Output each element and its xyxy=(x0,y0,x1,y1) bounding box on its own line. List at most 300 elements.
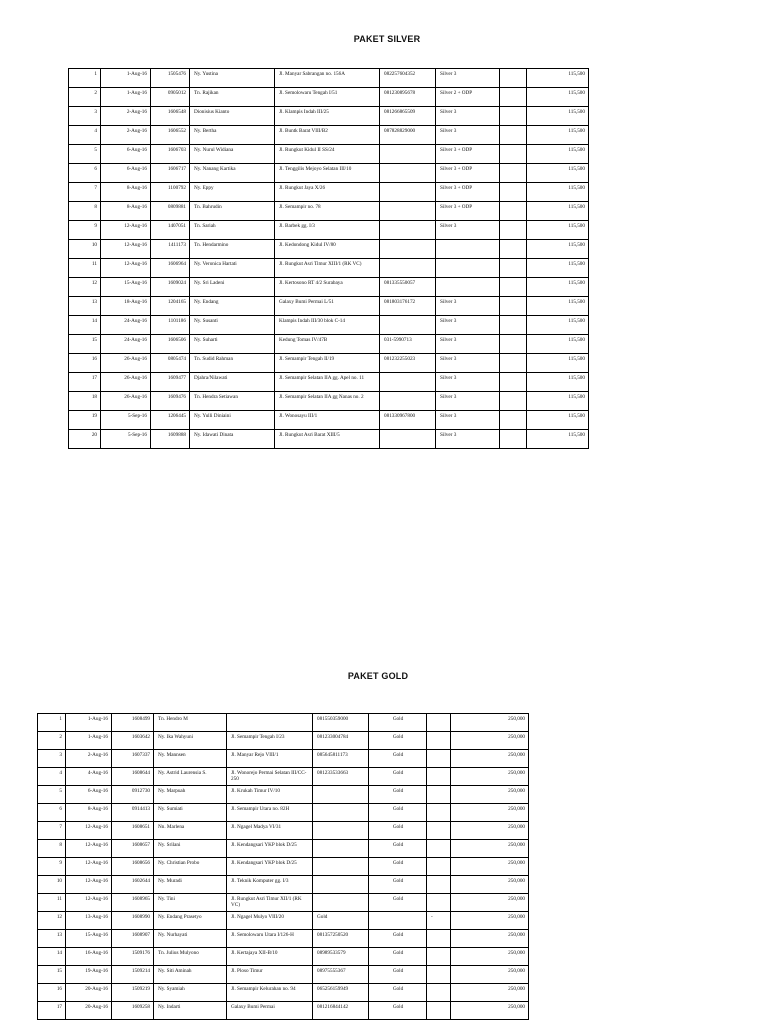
cell-name: Ny. Veronica Hartati xyxy=(190,259,275,278)
table-row xyxy=(38,840,529,858)
cell-no: 10 xyxy=(69,240,101,259)
cell-note xyxy=(500,354,527,373)
cell-phone xyxy=(380,373,436,392)
cell-customer-id: 1607337 xyxy=(112,750,154,768)
cell-price: 115,500 xyxy=(527,392,589,411)
cell-phone xyxy=(313,894,369,912)
cell-customer-id: 1411173 xyxy=(151,240,190,259)
table-row xyxy=(38,948,529,966)
cell-no: 16 xyxy=(69,354,101,373)
cell-phone xyxy=(380,316,436,335)
cell-date: 1-Aug-16 xyxy=(101,69,151,88)
cell-name: Djahra/Nilawati xyxy=(190,373,275,392)
cell-phone: 085645811173 xyxy=(313,750,369,768)
cell-package: Silver 3 xyxy=(436,335,500,354)
cell-date: 6-Aug-16 xyxy=(101,164,151,183)
cell-address: Jl. Buntk Barat VIII/B2 xyxy=(275,126,380,145)
cell-customer-id: 1606548 xyxy=(151,107,190,126)
cell-name: Ny. Nurul Widiana xyxy=(190,145,275,164)
cell-phone: 081335550057 xyxy=(380,278,436,297)
cell-name: Ny. Yustina xyxy=(190,69,275,88)
cell-name: Ny. Sumiati xyxy=(154,804,227,822)
cell-phone xyxy=(313,804,369,822)
cell-address: Jl. Rungkut Asri Timur XII/1 (RK VC) xyxy=(227,894,313,912)
cell-package: Gold xyxy=(369,894,427,912)
cell-date: 1-Aug-16 xyxy=(66,714,112,732)
cell-date: 12-Aug-16 xyxy=(101,259,151,278)
cell-package: Silver 3 xyxy=(436,392,500,411)
cell-address: Jl. Kertosono RT 4/2 Surabaya xyxy=(275,278,380,297)
cell-address: Jl. Semampir Tengah I/23 xyxy=(227,732,313,750)
cell-phone: 081216844142 xyxy=(313,1002,369,1020)
cell-no: 11 xyxy=(38,894,66,912)
cell-note xyxy=(500,297,527,316)
cell-package xyxy=(436,240,500,259)
cell-package: Gold xyxy=(369,876,427,894)
cell-no: 4 xyxy=(38,768,66,786)
cell-no: 8 xyxy=(69,202,101,221)
cell-note xyxy=(500,411,527,430)
cell-note xyxy=(500,164,527,183)
cell-package: Silver 3 xyxy=(436,69,500,88)
cell-address: Jl. Semampir no. 78 xyxy=(275,202,380,221)
cell-customer-id: 1608907 xyxy=(112,930,154,948)
cell-no: 18 xyxy=(69,392,101,411)
cell-note xyxy=(427,786,451,804)
cell-name: Ny. Susanti xyxy=(190,316,275,335)
cell-customer-id: 1606717 xyxy=(151,164,190,183)
cell-customer-id: 0805474 xyxy=(151,354,190,373)
table-row xyxy=(69,411,589,430)
cell-package: Gold xyxy=(369,714,427,732)
cell-note xyxy=(500,202,527,221)
gold-package-heading: PAKET GOLD xyxy=(347,671,409,681)
cell-customer-id: 1509176 xyxy=(112,948,154,966)
cell-customer-id: 0912730 xyxy=(112,786,154,804)
cell-no: 5 xyxy=(69,145,101,164)
cell-name: Tn. Rajikan xyxy=(190,88,275,107)
cell-price: 115,500 xyxy=(527,126,589,145)
table-row xyxy=(69,145,589,164)
cell-no: 15 xyxy=(38,966,66,984)
cell-no: 9 xyxy=(69,221,101,240)
cell-name: Ny. Eppy xyxy=(190,183,275,202)
table-row xyxy=(38,750,529,768)
cell-package: Silver 3 + ODP xyxy=(436,183,500,202)
cell-price: 250,000 xyxy=(451,984,529,1002)
table-row xyxy=(69,88,589,107)
cell-customer-id: 1606506 xyxy=(151,335,190,354)
cell-price: 115,500 xyxy=(527,183,589,202)
cell-customer-id: 1608499 xyxy=(112,714,154,732)
cell-note xyxy=(427,768,451,786)
table-row xyxy=(38,1002,529,1020)
cell-package: Silver 3 xyxy=(436,430,500,449)
cell-phone: 081550359000 xyxy=(313,714,369,732)
table-row xyxy=(38,822,529,840)
cell-price: 115,500 xyxy=(527,259,589,278)
cell-note xyxy=(427,876,451,894)
cell-phone xyxy=(313,876,369,894)
cell-price: 115,500 xyxy=(527,145,589,164)
cell-price: 115,500 xyxy=(527,107,589,126)
cell-note xyxy=(427,804,451,822)
cell-package: Gold xyxy=(369,822,427,840)
cell-note xyxy=(427,1002,451,1020)
cell-customer-id: 1609477 xyxy=(151,373,190,392)
cell-price: 115,500 xyxy=(527,411,589,430)
cell-date: 12-Aug-16 xyxy=(66,894,112,912)
cell-no: 3 xyxy=(38,750,66,768)
table-row xyxy=(69,202,589,221)
cell-note xyxy=(427,948,451,966)
cell-note xyxy=(427,894,451,912)
cell-customer-id: 1606964 xyxy=(151,259,190,278)
cell-date: 2-Aug-16 xyxy=(101,126,151,145)
cell-price: 115,500 xyxy=(527,430,589,449)
cell-price: 115,500 xyxy=(527,316,589,335)
silver-package-heading: PAKET SILVER xyxy=(353,34,421,44)
cell-phone: 031-5990713 xyxy=(380,335,436,354)
cell-name: Ny. Muradi xyxy=(154,876,227,894)
cell-date: 12-Aug-16 xyxy=(66,876,112,894)
table-row xyxy=(38,732,529,750)
cell-phone xyxy=(313,858,369,876)
cell-phone xyxy=(380,221,436,240)
cell-date: 12-Aug-16 xyxy=(101,240,151,259)
cell-package: Gold xyxy=(369,858,427,876)
cell-phone xyxy=(313,822,369,840)
cell-note xyxy=(500,373,527,392)
cell-address: Jl. Kendangsari YKP blok D/25 xyxy=(227,858,313,876)
table-row xyxy=(38,912,529,930)
cell-date: 5-Sep-16 xyxy=(101,430,151,449)
cell-phone xyxy=(380,430,436,449)
cell-package: Silver 3 xyxy=(436,354,500,373)
cell-package: Gold xyxy=(369,984,427,1002)
cell-customer-id: 1608990 xyxy=(112,912,154,930)
cell-address: Jl. Ngagel Madya VI/31 xyxy=(227,822,313,840)
cell-phone: 082257604352 xyxy=(380,69,436,88)
cell-name: Ny. Bertha xyxy=(190,126,275,145)
cell-date: 24-Aug-16 xyxy=(101,316,151,335)
cell-price: 115,500 xyxy=(527,240,589,259)
cell-date: 1-Aug-16 xyxy=(66,732,112,750)
table-row xyxy=(38,858,529,876)
cell-no: 11 xyxy=(69,259,101,278)
cell-name: Ny. Suharti xyxy=(190,335,275,354)
cell-note xyxy=(427,840,451,858)
cell-date: 8-Aug-16 xyxy=(66,804,112,822)
cell-address: Jl. Tenggilis Mejoyo Selatan III/10 xyxy=(275,164,380,183)
cell-name: Tn. Hendro M xyxy=(154,714,227,732)
cell-name: Ny. Endang xyxy=(190,297,275,316)
cell-customer-id: 1505476 xyxy=(151,69,190,88)
cell-name: Dionisius Kianto xyxy=(190,107,275,126)
table-row xyxy=(69,240,589,259)
cell-phone xyxy=(380,259,436,278)
cell-date: 1-Aug-16 xyxy=(101,88,151,107)
cell-no: 14 xyxy=(69,316,101,335)
cell-no: 17 xyxy=(38,1002,66,1020)
cell-price: 115,500 xyxy=(527,354,589,373)
cell-customer-id: 1509214 xyxy=(112,966,154,984)
cell-date: 8-Aug-16 xyxy=(101,183,151,202)
cell-package: Silver 3 + ODP xyxy=(436,145,500,164)
cell-phone: 087828829000 xyxy=(380,126,436,145)
cell-address: Jl. Teknik Komputer gg. I/3 xyxy=(227,876,313,894)
cell-customer-id: 1609258 xyxy=(112,1002,154,1020)
cell-no: 12 xyxy=(69,278,101,297)
cell-package: Silver 3 xyxy=(436,411,500,430)
cell-package: Gold xyxy=(369,750,427,768)
cell-phone xyxy=(313,840,369,858)
cell-address: Kedung Tomas IV/47B xyxy=(275,335,380,354)
cell-note xyxy=(500,259,527,278)
cell-date: 2-Aug-16 xyxy=(66,750,112,768)
cell-note xyxy=(427,822,451,840)
cell-no: 16 xyxy=(38,984,66,1002)
table-row xyxy=(69,183,589,202)
table-row xyxy=(38,786,529,804)
cell-address: Jl. Wonosayu III/1 xyxy=(275,411,380,430)
cell-price: 115,500 xyxy=(527,69,589,88)
table-row xyxy=(69,354,589,373)
cell-no: 2 xyxy=(69,88,101,107)
cell-date: 24-Aug-16 xyxy=(101,335,151,354)
cell-no: 13 xyxy=(38,930,66,948)
cell-note xyxy=(500,88,527,107)
cell-price: 115,500 xyxy=(527,373,589,392)
cell-price: 115,500 xyxy=(527,164,589,183)
cell-customer-id: 1407051 xyxy=(151,221,190,240)
cell-address: Klampis Indah III/30 blok C-14 xyxy=(275,316,380,335)
table-row xyxy=(69,335,589,354)
cell-note xyxy=(500,430,527,449)
cell-package: Gold xyxy=(369,804,427,822)
cell-address: Jl. Rungkut Asri Barat XIII/5 xyxy=(275,430,380,449)
cell-price: 115,500 xyxy=(527,278,589,297)
cell-package xyxy=(436,278,500,297)
cell-price: 115,500 xyxy=(527,221,589,240)
cell-date: 4-Aug-16 xyxy=(66,768,112,786)
cell-address: Jl. Semampir Kelurahan no. 94 xyxy=(227,984,313,1002)
cell-note xyxy=(500,145,527,164)
cell-name: Tn. Sudid Rahman xyxy=(190,354,275,373)
cell-price: 250,000 xyxy=(451,768,529,786)
cell-address: Jl. Ploso Timur xyxy=(227,966,313,984)
table-row xyxy=(38,930,529,948)
cell-package: Gold xyxy=(369,966,427,984)
cell-phone: 081233004784 xyxy=(313,732,369,750)
cell-no: 20 xyxy=(69,430,101,449)
cell-date: 12-Aug-16 xyxy=(66,822,112,840)
cell-customer-id: 1509219 xyxy=(112,984,154,1002)
cell-price: 250,000 xyxy=(451,804,529,822)
cell-name: Tn. Julius Mulyono xyxy=(154,948,227,966)
cell-date: 12-Aug-16 xyxy=(101,221,151,240)
cell-customer-id: 1603642 xyxy=(112,732,154,750)
table-row xyxy=(69,164,589,183)
cell-phone xyxy=(380,240,436,259)
cell-address: Jl. Kedondong Kidul IV/80 xyxy=(275,240,380,259)
cell-name: Ny. Syamiah xyxy=(154,984,227,1002)
cell-address: Jl. Semolowaru Tengah I/51 xyxy=(275,88,380,107)
cell-address: Galaxy Bumi Permai L/51 xyxy=(275,297,380,316)
cell-address: Jl. Semampir Selatan IIA gg Nanas no. 2 xyxy=(275,392,380,411)
cell-date: 5-Sep-16 xyxy=(101,411,151,430)
cell-customer-id: 1608965 xyxy=(112,894,154,912)
cell-note xyxy=(500,69,527,88)
cell-price: 250,000 xyxy=(451,840,529,858)
cell-note xyxy=(500,183,527,202)
cell-note xyxy=(427,858,451,876)
cell-name: Ny. Mannsen xyxy=(154,750,227,768)
cell-package: Silver 3 xyxy=(436,373,500,392)
cell-note xyxy=(427,984,451,1002)
cell-price: 250,000 xyxy=(451,966,529,984)
table-row xyxy=(69,297,589,316)
cell-customer-id: 1204165 xyxy=(151,297,190,316)
silver-package-table xyxy=(68,68,589,449)
cell-price: 250,000 xyxy=(451,876,529,894)
cell-date: 12-Aug-16 xyxy=(66,858,112,876)
cell-name: Nn. Marlena xyxy=(154,822,227,840)
table-row xyxy=(38,876,529,894)
cell-no: 8 xyxy=(38,840,66,858)
cell-date: 26-Aug-16 xyxy=(101,392,151,411)
cell-date: 8-Aug-16 xyxy=(101,202,151,221)
cell-date: 16-Aug-16 xyxy=(66,948,112,966)
cell-no: 3 xyxy=(69,107,101,126)
table-row xyxy=(38,768,529,786)
cell-note xyxy=(427,966,451,984)
cell-package xyxy=(436,259,500,278)
cell-package: Silver 2 + ODP xyxy=(436,88,500,107)
cell-phone: 081330967800 xyxy=(380,411,436,430)
cell-address xyxy=(227,714,313,732)
cell-date: 6-Aug-16 xyxy=(66,786,112,804)
cell-date: 18-Aug-16 xyxy=(101,297,151,316)
cell-no: 15 xyxy=(69,335,101,354)
cell-customer-id: 1206445 xyxy=(151,411,190,430)
table-row xyxy=(69,373,589,392)
cell-date: 20-Aug-16 xyxy=(66,984,112,1002)
cell-customer-id: 1606703 xyxy=(151,145,190,164)
cell-phone: 081233533663 xyxy=(313,768,369,786)
cell-package: Silver 3 xyxy=(436,316,500,335)
cell-phone: 065256159949 xyxy=(313,984,369,1002)
cell-phone xyxy=(380,145,436,164)
cell-phone: 08975555367 xyxy=(313,966,369,984)
cell-note xyxy=(427,714,451,732)
table-row xyxy=(69,221,589,240)
cell-price: 115,500 xyxy=(527,335,589,354)
cell-package xyxy=(369,912,427,930)
cell-note xyxy=(500,107,527,126)
cell-phone: 081232255023 xyxy=(380,354,436,373)
cell-no: 13 xyxy=(69,297,101,316)
cell-date: 15-Aug-16 xyxy=(66,930,112,948)
cell-date: 26-Aug-16 xyxy=(101,354,151,373)
cell-note xyxy=(500,335,527,354)
table-row xyxy=(69,107,589,126)
cell-note xyxy=(500,221,527,240)
cell-package: Silver 3 xyxy=(436,126,500,145)
cell-address: Jl. Semampir Utara no. 82H xyxy=(227,804,313,822)
table-row xyxy=(38,714,529,732)
cell-address: Jl. Barbek gg. I/3 xyxy=(275,221,380,240)
cell-package: Gold xyxy=(369,732,427,750)
cell-address: Jl. Wonorejo Permai Selatan III/CC-250 xyxy=(227,768,313,786)
cell-customer-id: 1608656 xyxy=(112,858,154,876)
cell-package: Gold xyxy=(369,930,427,948)
table-row xyxy=(69,69,589,88)
cell-address: Jl. Semampir Tengah II/19 xyxy=(275,354,380,373)
table-row xyxy=(69,126,589,145)
cell-note xyxy=(427,732,451,750)
cell-note xyxy=(500,278,527,297)
table-row xyxy=(38,804,529,822)
table-row xyxy=(38,984,529,1002)
cell-customer-id: 0905012 xyxy=(151,88,190,107)
cell-no: 9 xyxy=(38,858,66,876)
cell-customer-id: 1609888 xyxy=(151,430,190,449)
cell-name: Ny. Christian Probo xyxy=(154,858,227,876)
cell-name: Ny. Ika Wahyuni xyxy=(154,732,227,750)
cell-name: Ny. Nurhayati xyxy=(154,930,227,948)
cell-name: Ny. Endang Prasetyo xyxy=(154,912,227,930)
cell-date: 12-Aug-16 xyxy=(66,840,112,858)
cell-customer-id: 1602644 xyxy=(112,876,154,894)
cell-no: 2 xyxy=(38,732,66,750)
cell-package: Gold xyxy=(369,1002,427,1020)
cell-customer-id: 0914413 xyxy=(112,804,154,822)
cell-address: Jl. Manyar Sabrangan no. 156A xyxy=(275,69,380,88)
cell-phone xyxy=(380,392,436,411)
cell-no: 12 xyxy=(38,912,66,930)
cell-name: Ny. Nanang Kartika xyxy=(190,164,275,183)
cell-no: 17 xyxy=(69,373,101,392)
table-row xyxy=(69,392,589,411)
cell-customer-id: 1609024 xyxy=(151,278,190,297)
cell-phone: 081266865509 xyxy=(380,107,436,126)
cell-address: Jl. Ngagel Mulyo VIII/20 xyxy=(227,912,313,930)
cell-address: Jl. Semampir Selatan IIA gg. Apel no. 11 xyxy=(275,373,380,392)
cell-customer-id: 1100792 xyxy=(151,183,190,202)
table-row xyxy=(38,894,529,912)
cell-note xyxy=(500,392,527,411)
cell-price: 250,000 xyxy=(451,948,529,966)
cell-package: Silver 3 xyxy=(436,221,500,240)
cell-date: 19-Aug-16 xyxy=(66,966,112,984)
cell-package: Silver 3 + ODP xyxy=(436,202,500,221)
cell-price: 250,000 xyxy=(451,714,529,732)
cell-no: 1 xyxy=(69,69,101,88)
cell-phone: 081230895678 xyxy=(380,88,436,107)
cell-price: 250,000 xyxy=(451,858,529,876)
cell-name: Ny. Srilani xyxy=(154,840,227,858)
cell-no: 10 xyxy=(38,876,66,894)
cell-price: 250,000 xyxy=(451,822,529,840)
cell-phone xyxy=(380,183,436,202)
cell-price: 115,500 xyxy=(527,297,589,316)
cell-address: Jl. Rungkut Jaya X/26 xyxy=(275,183,380,202)
cell-no: 4 xyxy=(69,126,101,145)
cell-price: 250,000 xyxy=(451,894,529,912)
table-row xyxy=(69,430,589,449)
cell-address: Jl. Krukah Timur IV/10 xyxy=(227,786,313,804)
